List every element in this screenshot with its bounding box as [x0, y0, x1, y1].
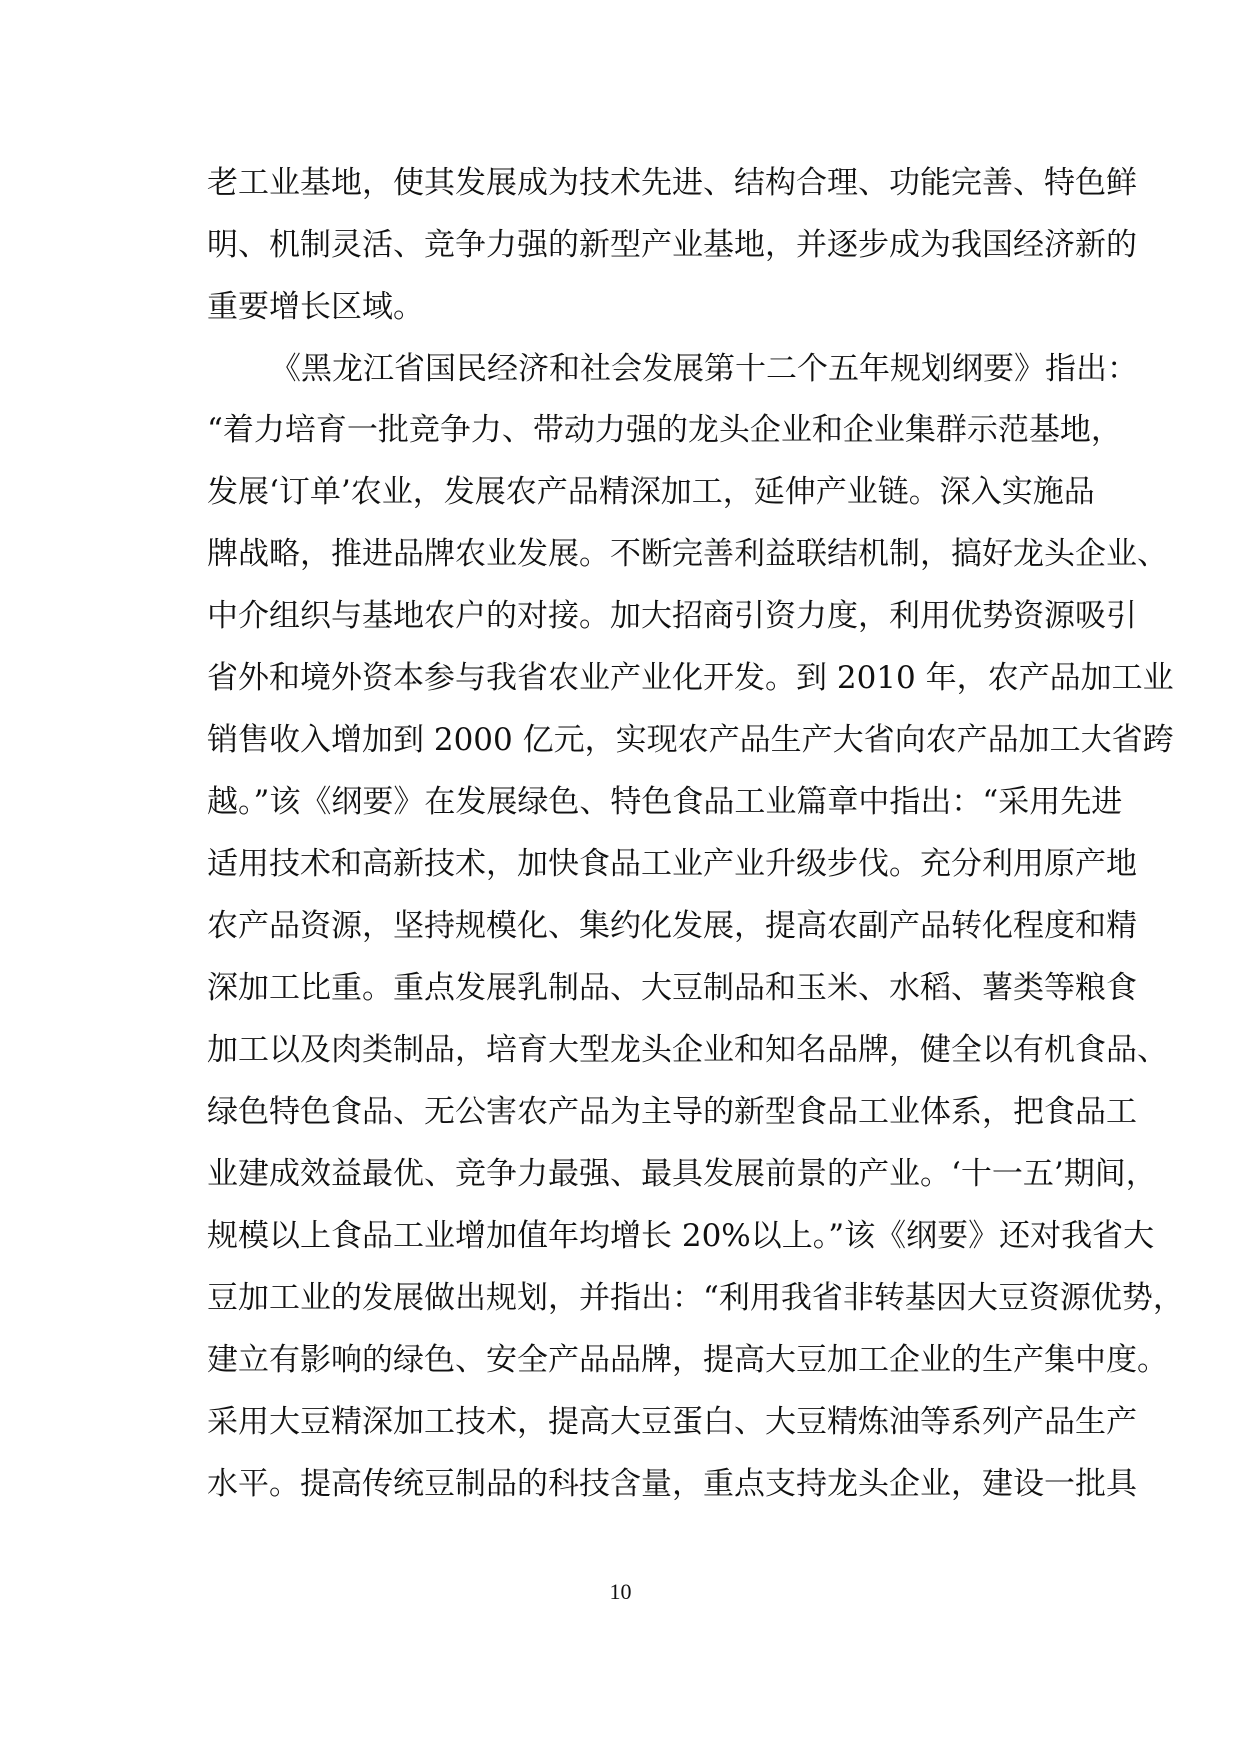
text-line: 采用大豆精深加工技术，提高大豆蛋白、大豆精炼油等系列产品生产: [207, 1404, 1137, 1440]
text-line: 建立有影响的绿色、安全产品品牌，提高大豆加工企业的生产集中度。: [207, 1342, 1168, 1378]
text-line: 明、机制灵活、竞争力强的新型产业基地，并逐步成为我国经济新的: [207, 227, 1137, 263]
text-line: 业建成效益最优、竞争力最强、最具发展前景的产业。‘十一五’期间，: [207, 1156, 1157, 1192]
text-line: 销售收入增加到 2000 亿元，实现农产品生产大省向农产品加工大省跨: [207, 722, 1174, 758]
text-line: 绿色特色食品、无公害农产品为主导的新型食品工业体系，把食品工: [207, 1094, 1137, 1130]
text-line: 重要增长区域。: [207, 289, 424, 325]
text-line: 老工业基地，使其发展成为技术先进、结构合理、功能完善、特色鲜: [207, 165, 1137, 201]
text-line: 水平。提高传统豆制品的科技含量，重点支持龙头企业，建设一批具: [207, 1466, 1137, 1502]
text-line: “着力培育一批竞争力、带动力强的龙头企业和企业集群示范基地，: [207, 412, 1122, 448]
text-line: 牌战略，推进品牌农业发展。不断完善利益联结机制，搞好龙头企业、: [207, 536, 1168, 572]
text-line: 发展‘订单’农业，发展农产品精深加工，延伸产业链。深入实施品: [207, 474, 1095, 510]
text-line: 农产品资源，坚持规模化、集约化发展，提高农副产品转化程度和精: [207, 908, 1137, 944]
text-line: 适用技术和高新技术，加快食品工业产业升级步伐。充分利用原产地: [207, 846, 1137, 882]
text-line: 深加工比重。重点发展乳制品、大豆制品和玉米、水稻、薯类等粮食: [207, 970, 1137, 1006]
text-line: 中介组织与基地农户的对接。加大招商引资力度，利用优势资源吸引: [207, 598, 1137, 634]
text-line: 规模以上食品工业增加值年均增长 20%以上。”该《纲要》还对我省大: [207, 1218, 1155, 1254]
text-line: 豆加工业的发展做出规划，并指出：“利用我省非转基因大豆资源优势，: [207, 1280, 1184, 1316]
text-line: 加工以及肉类制品，培育大型龙头企业和知名品牌，健全以有机食品、: [207, 1032, 1168, 1068]
paragraph-first-line: 《黑龙江省国民经济和社会发展第十二个五年规划纲要》指出：: [270, 351, 1138, 387]
text-line: 省外和境外资本参与我省农业产业化开发。到 2010 年，农产品加工业: [207, 660, 1174, 696]
page-number: 10: [609, 1579, 632, 1604]
text-line: 越。”该《纲要》在发展绿色、特色食品工业篇章中指出：“采用先进: [207, 784, 1123, 820]
